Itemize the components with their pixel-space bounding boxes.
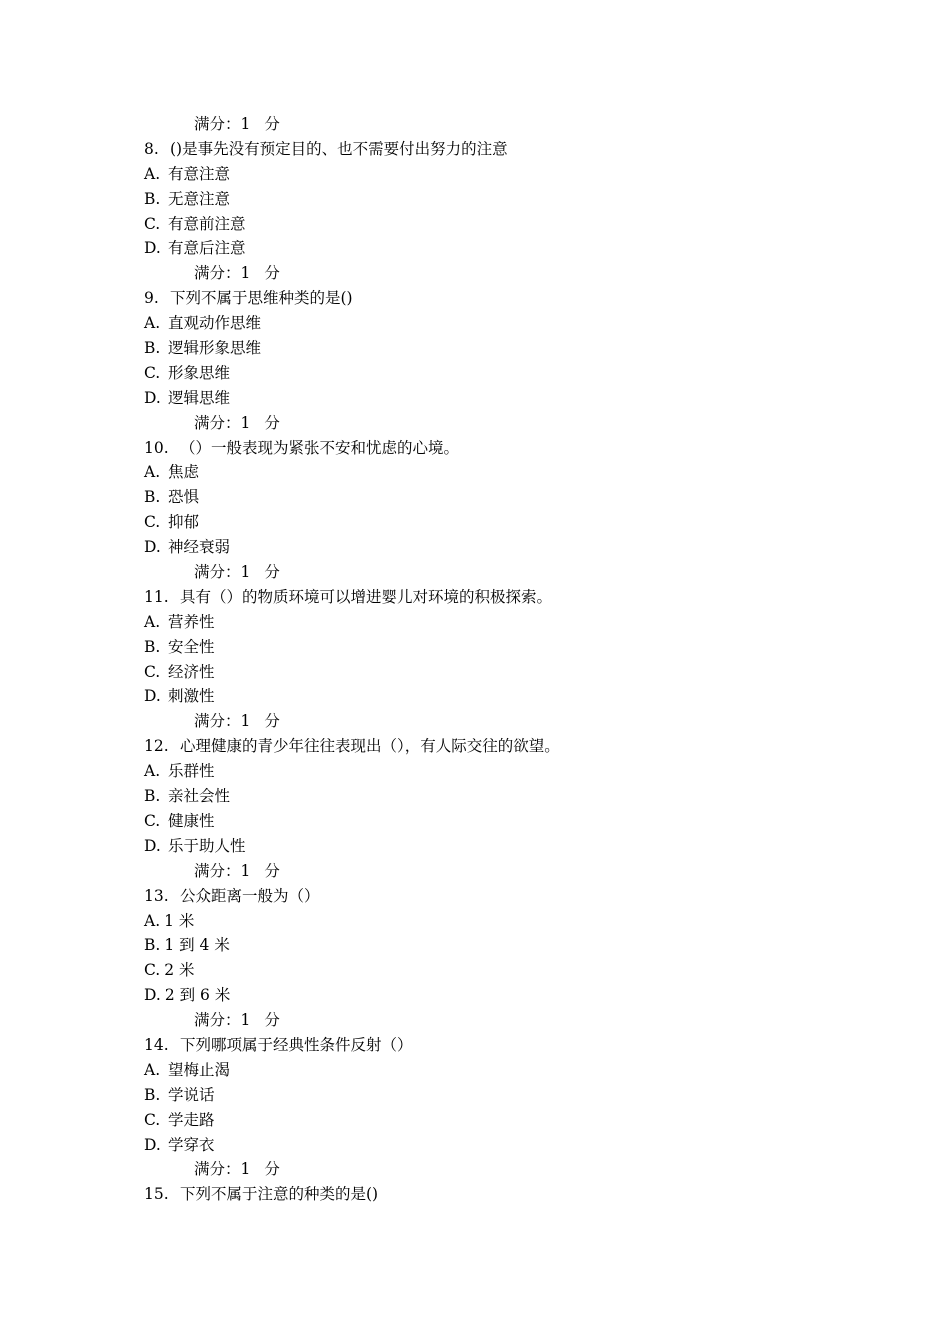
option-letter: C.	[144, 1110, 161, 1129]
answer-option	[0, 660, 950, 685]
score-unit: 分	[264, 413, 280, 432]
answer-option	[0, 784, 950, 809]
question-text: 心理健康的青少年往往表现出（），有人际交往的欲望。	[180, 737, 560, 756]
question-number: 12.	[144, 737, 169, 756]
score-line	[0, 411, 950, 436]
answer-option	[0, 460, 950, 485]
option-text: 抑郁	[168, 513, 200, 532]
answer-option	[0, 635, 950, 660]
answer-option	[0, 386, 950, 411]
option-letter: D.	[144, 986, 161, 1005]
question-text: 公众距离一般为（）	[180, 886, 320, 905]
score-label: 满分：	[194, 264, 241, 283]
option-letter: A.	[144, 762, 161, 781]
option-letter: C.	[144, 363, 161, 382]
question-text: （）一般表现为紧张不安和忧虑的心境。	[180, 438, 460, 457]
option-text: 恐惧	[168, 488, 200, 507]
question-stem	[0, 734, 950, 759]
option-text: 逻辑思维	[168, 388, 231, 407]
question-stem	[0, 436, 950, 461]
score-label: 满分：	[194, 1160, 241, 1179]
score-value: 1	[240, 1160, 251, 1179]
option-text: 安全性	[168, 637, 215, 656]
score-unit: 分	[264, 1160, 280, 1179]
option-letter: A.	[144, 612, 161, 631]
option-text: 2 到 6 米	[164, 986, 231, 1005]
answer-option	[0, 933, 950, 958]
question-text: 下列哪项属于经典性条件反射（）	[180, 1035, 413, 1054]
option-text: 1 到 4 米	[164, 936, 230, 955]
option-letter: B.	[144, 637, 161, 656]
option-letter: C.	[144, 961, 161, 980]
option-letter: C.	[144, 811, 161, 830]
option-text: 焦虑	[168, 463, 200, 482]
answer-option	[0, 187, 950, 212]
score-value: 1	[240, 413, 251, 432]
score-line	[0, 560, 950, 585]
option-text: 学说话	[168, 1085, 215, 1104]
score-unit: 分	[264, 563, 280, 582]
score-line	[0, 1157, 950, 1182]
score-line	[0, 709, 950, 734]
option-letter: C.	[144, 214, 161, 233]
question-number: 10.	[144, 438, 169, 457]
question-stem	[0, 884, 950, 909]
option-letter: B.	[144, 1085, 161, 1104]
option-letter: C.	[144, 662, 161, 681]
answer-option	[0, 236, 950, 261]
option-text: 1 米	[164, 911, 195, 930]
option-letter: D.	[144, 239, 161, 258]
score-label: 满分：	[194, 1011, 241, 1030]
option-letter: A.	[144, 164, 161, 183]
score-value: 1	[240, 264, 251, 283]
score-unit: 分	[264, 115, 280, 133]
exam-document	[0, 112, 950, 1207]
answer-option	[0, 535, 950, 560]
question-text: 下列不属于注意的种类的是()	[180, 1185, 379, 1204]
score-label: 满分：	[194, 115, 241, 133]
score-unit: 分	[264, 712, 280, 731]
answer-option	[0, 162, 950, 187]
option-letter: D.	[144, 836, 161, 855]
option-letter: D.	[144, 687, 161, 706]
score-label: 满分：	[194, 712, 241, 731]
option-letter: C.	[144, 513, 161, 532]
score-value: 1	[240, 115, 251, 133]
option-letter: A.	[144, 463, 161, 482]
score-label: 满分：	[194, 563, 241, 582]
score-label: 满分：	[194, 861, 241, 880]
score-value: 1	[240, 563, 251, 582]
answer-option	[0, 684, 950, 709]
score-line	[0, 1008, 950, 1033]
answer-option	[0, 1083, 950, 1108]
answer-option	[0, 1058, 950, 1083]
answer-option	[0, 809, 950, 834]
option-letter: B.	[144, 488, 161, 507]
option-text: 刺激性	[168, 687, 215, 706]
option-text: 无意注意	[168, 189, 231, 208]
question-stem	[0, 137, 950, 162]
option-text: 有意前注意	[168, 214, 246, 233]
answer-option	[0, 485, 950, 510]
question-number: 11.	[144, 587, 169, 606]
answer-option	[0, 311, 950, 336]
answer-option	[0, 909, 950, 934]
score-value: 1	[240, 861, 251, 880]
question-stem	[0, 286, 950, 311]
option-text: 逻辑形象思维	[168, 339, 262, 358]
answer-option	[0, 361, 950, 386]
question-number: 13.	[144, 886, 169, 905]
question-number: 15.	[144, 1185, 169, 1204]
option-text: 直观动作思维	[168, 314, 262, 333]
option-letter: D.	[144, 388, 161, 407]
option-text: 营养性	[168, 612, 215, 631]
score-unit: 分	[264, 861, 280, 880]
score-unit: 分	[264, 264, 280, 283]
question-number: 8.	[144, 139, 159, 158]
question-stem	[0, 1182, 950, 1207]
option-letter: B.	[144, 787, 161, 806]
question-stem	[0, 585, 950, 610]
question-text: ()是事先没有预定目的、也不需要付出努力的注意	[170, 139, 508, 158]
score-line	[0, 261, 950, 286]
question-text: 具有（）的物质环境可以增进婴儿对环境的积极探索。	[180, 587, 553, 606]
question-text: 下列不属于思维种类的是()	[170, 289, 353, 308]
answer-option	[0, 834, 950, 859]
option-text: 健康性	[168, 811, 215, 830]
option-text: 形象思维	[168, 363, 231, 382]
score-value: 1	[240, 712, 251, 731]
option-letter: A.	[144, 911, 161, 930]
answer-option	[0, 336, 950, 361]
answer-option	[0, 212, 950, 237]
option-letter: B.	[144, 339, 161, 358]
question-number: 9.	[144, 289, 159, 308]
score-unit: 分	[264, 1011, 280, 1030]
option-letter: D.	[144, 1135, 161, 1154]
option-letter: B.	[144, 936, 161, 955]
answer-option	[0, 510, 950, 535]
option-text: 乐于助人性	[168, 836, 246, 855]
option-text: 乐群性	[168, 762, 215, 781]
score-line	[0, 112, 950, 137]
option-text: 2 米	[164, 961, 195, 980]
score-label: 满分：	[194, 413, 241, 432]
answer-option	[0, 759, 950, 784]
option-text: 亲社会性	[168, 787, 231, 806]
option-text: 望梅止渴	[168, 1060, 231, 1079]
option-letter: A.	[144, 314, 161, 333]
option-text: 有意注意	[168, 164, 231, 183]
score-line	[0, 859, 950, 884]
answer-option	[0, 1108, 950, 1133]
option-text: 有意后注意	[168, 239, 246, 258]
answer-option	[0, 983, 950, 1008]
option-text: 神经衰弱	[168, 538, 231, 557]
option-letter: B.	[144, 189, 161, 208]
score-value: 1	[240, 1011, 251, 1030]
answer-option	[0, 958, 950, 983]
answer-option	[0, 610, 950, 635]
option-text: 经济性	[168, 662, 215, 681]
option-letter: D.	[144, 538, 161, 557]
question-number: 14.	[144, 1035, 169, 1054]
option-text: 学穿衣	[168, 1135, 215, 1154]
answer-option	[0, 1133, 950, 1158]
question-stem	[0, 1033, 950, 1058]
option-text: 学走路	[168, 1110, 215, 1129]
option-letter: A.	[144, 1060, 161, 1079]
